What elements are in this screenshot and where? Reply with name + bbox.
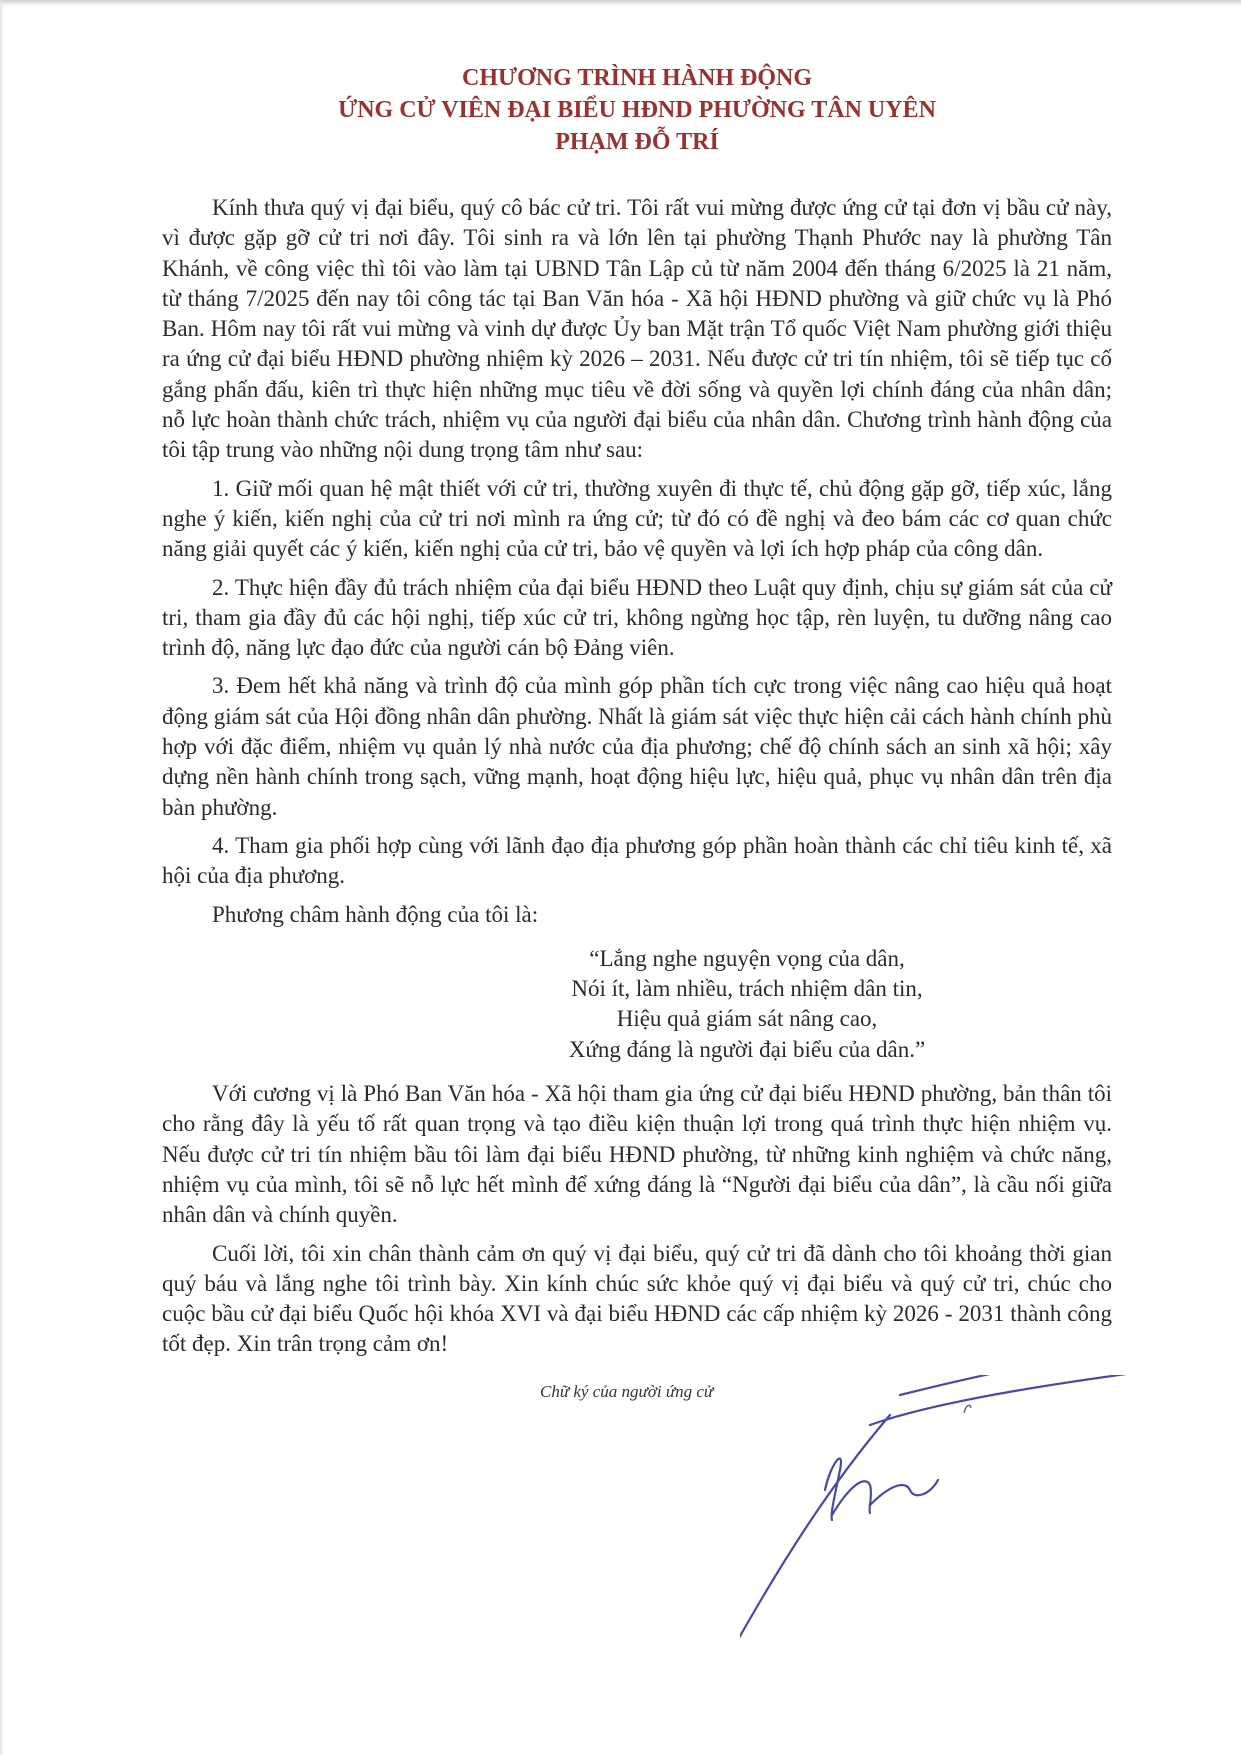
action-item-3: 3. Đem hết khả năng và trình độ của mình góp phần tích cực trong việc nâng cao hiệu quả hoạt động giám sát của Hội đồng nhân dân phường. Nhất là giám sát việc thực hiện cải cách hành chính phù hợp với đặc điểm, nhiệm vụ quản lý nhà nước của địa phương; chế độ chính sách an sinh xã hội; xây dựng nền hành chính trong sạch, vững mạnh, hoạt động hiệu lực, hiệu quả, phục vụ nhân dân trên địa bàn phường. <box>162 673 1112 820</box>
title-line-3: PHẠM ĐỖ TRÍ <box>555 129 719 155</box>
document-page <box>162 62 1112 1368</box>
scan-top-edge <box>0 0 1241 6</box>
motto-line-4: Xứng đáng là người đại biểu của dân.” <box>568 1036 926 1062</box>
closing-paragraph-1: Với cương vị là Phó Ban Văn hóa - Xã hội tham gia ứng cử đại biểu HĐND phường, bản thân tôi cho rằng đây là yếu tố rất quan trọng và tạo điều kiện thuận lợi trong quá trình thực hiện nhiệm vụ. Nếu được cử tri tín nhiệm bầu tôi làm đại biểu HĐND phường, từ những kinh nghiệm và chức năng, nhiệm vụ của mình, tôi sẽ nỗ lực hết mình để xứng đáng là “Người đại biểu của dân”, là cầu nối giữa nhân dân và chính quyền. <box>162 1081 1112 1228</box>
document-title <box>162 62 1112 158</box>
motto-poem <box>382 944 1112 1065</box>
action-item-1: 1. Giữ mối quan hệ mật thiết với cử tri, thường xuyên đi thực tế, chủ động gặp gỡ, tiếp xúc, lắng nghe ý kiến, kiến nghị của cử tri nơi mình ra ứng cử; từ đó có đề nghị và đeo bám các cơ quan chức năng giải quyết các ý kiến, kiến nghị của cử tri, bảo vệ quyền và lợi ích hợp pháp của công dân. <box>162 475 1112 562</box>
motto-line-1: “Lắng nghe nguyện vọng của dân, <box>589 945 905 971</box>
action-item-4: 4. Tham gia phối hợp cùng với lãnh đạo địa phương góp phần hoàn thành các chỉ tiêu kinh tế, xã hội của địa phương. <box>162 832 1112 889</box>
title-line-2: ỨNG CỬ VIÊN ĐẠI BIỂU HĐND PHƯỜNG TÂN UYÊN <box>338 97 936 123</box>
title-line-1: CHƯƠNG TRÌNH HÀNH ĐỘNG <box>461 65 812 91</box>
closing-paragraph-2: Cuối lời, tôi xin chân thành cảm ơn quý vị đại biểu, quý cử tri đã dành cho tôi khoảng thời gian quý báu và lắng nghe tôi trình bày. Xin kính chúc sức khỏe quý vị đại biểu và quý cử tri, chúc cho cuộc bầu cử đại biểu Quốc hội khóa XVI và đại biểu HĐND các cấp nhiệm kỳ 2026 - 2031 thành công tốt đẹp. Xin trân trọng cảm ơn! <box>162 1240 1112 1357</box>
motto-line-3: Hiệu quả giám sát nâng cao, <box>616 1006 878 1032</box>
action-item-2: 2. Thực hiện đầy đủ trách nhiệm của đại biểu HĐND theo Luật quy định, chịu sự giám sát của cử tri, tham gia đầy đủ các hội nghị, tiếp xúc cử tri, không ngừng học tập, rèn luyện, tu dưỡng nâng cao trình độ, năng lực đạo đức của người cán bộ Đảng viên. <box>162 574 1112 661</box>
handwritten-signature <box>740 1375 1240 1735</box>
motto-line-2: Nói ít, làm nhiều, trách nhiệm dân tin, <box>571 976 923 1002</box>
scan-left-edge <box>0 0 4 1755</box>
intro-paragraph: Kính thưa quý vị đại biểu, quý cô bác cử tri. Tôi rất vui mừng được ứng cử tại đơn vị bầu cử này, vì được gặp gỡ cử tri nơi đây. Tôi sinh ra và lớn lên tại phường Thạnh Phước nay là phường Tân Khánh, về công việc thì tôi vào làm tại UBND Tân Lập củ từ năm 2004 đến tháng 6/2025 là 21 năm, từ tháng 7/2025 đến nay tôi công tác tại Ban Văn hóa - Xã hội HĐND phường và giữ chức vụ là Phó Ban. Hôm nay tôi rất vui mừng và vinh dự được Ủy ban Mặt trận Tổ quốc Việt Nam phường giới thiệu ra ứng cử đại biểu HĐND phường nhiệm kỳ 2026 – 2031. Nếu được cử tri tín nhiệm, tôi sẽ tiếp tục cố gắng phấn đấu, kiên trì thực hiện những mục tiêu về đời sống và quyền lợi chính đáng của nhân dân; nỗ lực hoàn thành chức trách, nhiệm vụ của người đại biểu của nhân dân. Chương trình hành động của tôi tập trung vào những nội dung trọng tâm như sau: <box>162 195 1112 463</box>
motto-intro: Phương châm hành động của tôi là: <box>212 901 539 927</box>
signature-caption: Chữ ký của người ứng cử <box>540 1382 714 1401</box>
